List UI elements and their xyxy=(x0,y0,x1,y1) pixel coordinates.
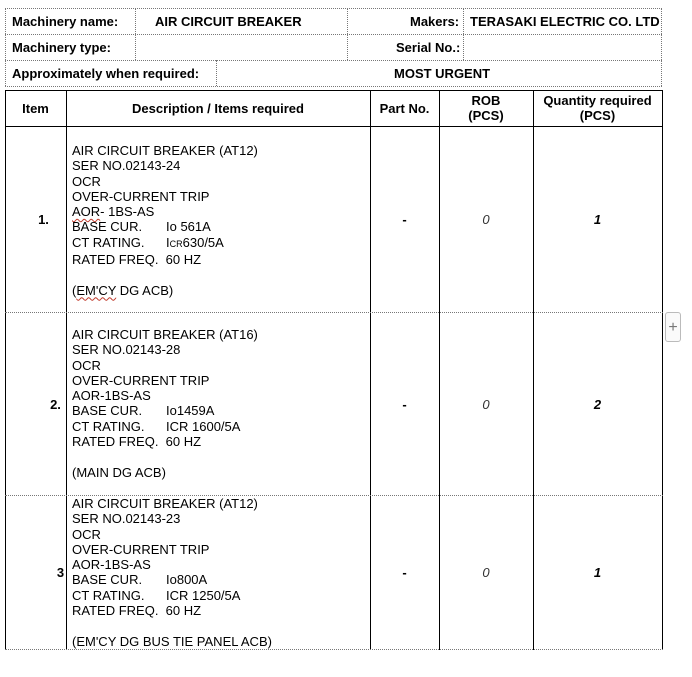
column-header-item xyxy=(5,90,66,126)
column-header-item-label: Item xyxy=(22,100,49,116)
description-ct-symbol: I xyxy=(166,234,170,250)
column-header-rob xyxy=(439,90,533,126)
description-base-value: Io800A xyxy=(166,572,208,588)
column-header-quantity xyxy=(533,90,662,126)
when-required-value: MOST URGENT xyxy=(394,65,491,81)
items-table xyxy=(5,90,663,650)
item-number: 2. xyxy=(50,396,61,412)
item-description xyxy=(72,143,258,298)
description-trip: OVER-CURRENT TRIP xyxy=(72,188,210,204)
description-ocr: OCR xyxy=(72,357,101,373)
description-base-value: Io1459A xyxy=(166,403,215,419)
description-freq: RATED FREQ. 60 HZ xyxy=(72,603,202,619)
description-ct-value: ICR 1250/5A xyxy=(166,587,241,603)
description-ct-subscript: CR xyxy=(169,238,183,249)
column-header-part-no-label: Part No. xyxy=(379,100,430,116)
column-header-quantity-unit: (PCS) xyxy=(579,108,616,123)
item-number: 1. xyxy=(38,212,49,227)
machinery-type-label: Machinery type: xyxy=(12,39,111,55)
column-header-rob-unit: (PCS) xyxy=(468,108,504,123)
description-serial: SER NO.02143-24 xyxy=(72,158,181,174)
part-number: - xyxy=(402,212,407,227)
table-row xyxy=(5,127,663,312)
description-ct-value: ICR 1600/5A xyxy=(166,418,241,434)
description-base-label: BASE CUR. xyxy=(72,572,143,588)
serial-no-label: Serial No.: xyxy=(396,39,461,55)
column-header-part-no xyxy=(370,90,439,126)
description-serial: SER NO.02143-23 xyxy=(72,511,181,527)
rob-value: 0 xyxy=(482,212,490,227)
column-header-description xyxy=(66,90,370,126)
description-aor: AOR-1BS-AS xyxy=(72,557,151,573)
description-note: (MAIN DG ACB) xyxy=(72,464,166,480)
rob-value: 0 xyxy=(482,565,490,580)
when-required-label: Approximately when required: xyxy=(12,65,200,81)
column-header-rob-label: ROB xyxy=(471,93,501,108)
description-note-open: ( xyxy=(72,282,77,298)
description-base-label: BASE CUR. xyxy=(72,219,143,235)
description-serial: SER NO.02143-28 xyxy=(72,342,181,358)
makers-label: Makers: xyxy=(410,13,460,29)
description-title: AIR CIRCUIT BREAKER (AT12) xyxy=(72,496,258,511)
description-trip: OVER-CURRENT TRIP xyxy=(72,541,210,557)
description-ct-value: 630/5A xyxy=(182,234,224,250)
plus-icon: + xyxy=(668,319,678,336)
quantity-value: 1 xyxy=(593,565,602,580)
part-number: - xyxy=(402,396,407,412)
description-title: AIR CIRCUIT BREAKER (AT12) xyxy=(72,143,258,158)
makers-value: TERASAKI ELECTRIC CO. LTD xyxy=(470,13,660,29)
table-row xyxy=(5,496,663,649)
description-ct-label: CT RATING. xyxy=(72,234,145,250)
table-row xyxy=(5,313,663,495)
description-ct-label: CT RATING. xyxy=(72,587,145,603)
part-number: - xyxy=(402,565,407,580)
description-ct-label: CT RATING. xyxy=(72,418,145,434)
description-freq: RATED FREQ. 60 HZ xyxy=(72,434,202,450)
description-aor: AOR-1BS-AS xyxy=(72,388,151,404)
requisition-header xyxy=(5,8,662,88)
item-number: 3 xyxy=(56,565,65,580)
quantity-value: 1 xyxy=(593,212,602,227)
description-aor-model: AOR xyxy=(72,204,101,220)
description-base-label: BASE CUR. xyxy=(72,403,143,419)
description-ocr: OCR xyxy=(72,526,101,542)
description-ocr: OCR xyxy=(72,173,101,189)
item-description xyxy=(72,496,272,649)
machinery-name-value: AIR CIRCUIT BREAKER xyxy=(155,13,302,29)
rob-value: 0 xyxy=(482,396,490,412)
quantity-value: 2 xyxy=(593,396,602,412)
description-note-emcy: EM'CY xyxy=(76,282,117,298)
description-trip: OVER-CURRENT TRIP xyxy=(72,372,210,388)
add-row-plus-button[interactable] xyxy=(665,312,681,342)
item-description xyxy=(72,327,258,480)
column-header-description-label: Description / Items required xyxy=(132,100,304,116)
description-note: (EM'CY DG BUS TIE PANEL ACB) xyxy=(72,633,272,649)
machinery-name-label: Machinery name: xyxy=(12,13,119,29)
description-base-value: Io 561A xyxy=(166,219,211,235)
description-note-rest: DG ACB) xyxy=(116,282,174,298)
description-freq: RATED FREQ. 60 HZ xyxy=(72,252,202,268)
description-title: AIR CIRCUIT BREAKER (AT16) xyxy=(72,327,258,342)
column-header-quantity-label: Quantity required xyxy=(543,93,652,108)
description-aor-suffix: - 1BS-AS xyxy=(100,204,155,220)
